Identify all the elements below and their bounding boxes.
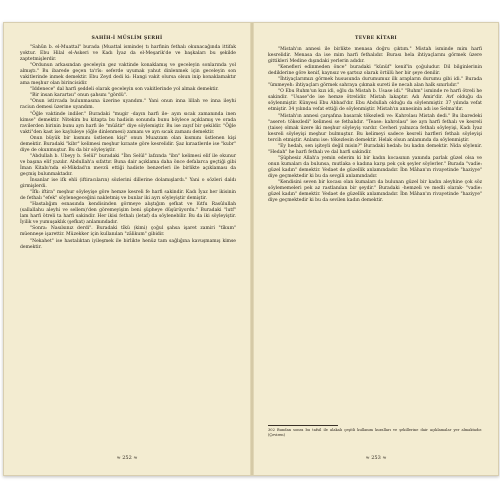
paragraph: "Iddenece" dal harfi şeddeli olarak geceleyin son vakitlerinde yol almak demektir. bbox=[30, 87, 219, 93]
right-page bbox=[254, 23, 498, 475]
paragraph: Onun büyük bir kısmını üstlenen kişi" onun Muazzam olan kısmını üstlenen kişi demektir. Buradaki "kibr" kelimesi meşhur kıraate göre kesrelidir. Şaz kıraatlerde ise "kubr" diye de okunmuştur. Bu da bir söyleyiştir. bbox=[20, 135, 236, 153]
paragraph: "Şüphesiz Allah'a yemin ederim ki bir kadın kocasının yanında parlak güzel olsa ve onun kumaları da bulunsa, mutlaka o kadına karşı pek çok şeyler söylerler." Burada "vadie: güzel kadın" demektir. Vedaet de güzellik anlamındadır. İbn Mâhan'ın rivayetinde "haziyye" diye geçmektedir ki bu da sevgili anlamındadır. bbox=[268, 155, 482, 179]
paragraph: İnsanlar ise ifk ehli (iftiracıların) sözlerini dillerine dolamışlardı." Yani o sözleri daldı girmişlerdi. bbox=[20, 178, 236, 190]
paragraph: "İhtiyaçlarımızı görmek hususunda durumumuz ilk arapların durumu gibi idi." Burada "ümmeyeh: ihtiyaçları görmek sahraya çıkmak sureti ile necah alan halk sınırlıdır." bbox=[268, 77, 482, 89]
paragraph: "Ordunun arkasından geceleyin gez vaktinde konaklamış ve geceleyin sonlarında yol almıştı." Bu ibarede geçen ta'rîs: seferde uyumak yahut dinlenmek için geceleyin son vakitlerinde inmek demektir. Ebu Zeyd dedi ki: Hangi vakit olursa olsun inip konaklamaktır ama meşhur olan birincisidir. bbox=[20, 63, 236, 87]
paragraph: "Abdullah b. Ubeyy b. Selül" buradaki "İbn Selül" lafzında "ibn" kelimesi elif ile okunur ve başına elif yazılır. Abdullah'a sıfattır. Buna dair açıklama daha önce defalarca geçtiği gibi İman Kitabı'nda el-Mikdad'ın mevzû ettiği hadiste benzerleri ile birlikte açıklaması da geçmiş bulunmaktadır. bbox=[20, 153, 236, 177]
paragraph: "O Ebu Ruhm'un kızı idi, oğlu da Mistah b. Usase idi." "Ruhm" isminde re harfi ötreli he sakindir. "Usase"de ise hemze ötrelidir. Mistah lakaptır. Adı Âmir'dir. Avf olduğu da söylenmiştir. Künyesi Ebu Abbad'dır. Ebu Abdullah olduğu da söylenmiştir. 37 yılında vefat etmiştir. 34 yılında vefat ettiği de söylenmiştir. Mistah'ın annesinin adı ise Selma'dır. bbox=[268, 89, 482, 113]
paragraph: "Onun istircada bulunmasına üzerine uyandım." Yani onun inna lillah ve inna ileyhi raciun demesi üzerine uyandım. bbox=[20, 99, 236, 111]
footnote-rule bbox=[268, 425, 338, 426]
paragraph: "Mistah'ın annesi çarşafına basarak tökezledi ve: Kahrolası Mistah dedi." Bu ibaredeki "aseret: tökezledi" kelimesi se fethalıdır. "Tease: kahrolası" ise ayn harfi fethalı ve kesreli (taise) olmak üzere iki meşhur söyleyiş vardır. Cevheri yalnızca fethalı söyleyişi, Kadı İyaz kesreli söyleyişi meşhur bulmuştur. Bu kelimeyi sadece kesreli harfleri fethalı söyleyişi tercih etmiştir. Anlamı ise: tökezlesin demektir. Helak olsun anlamında da söylenmiştir. bbox=[268, 113, 482, 143]
paragraph: "Bir insan karartısı" onun şahsını "gördü". bbox=[30, 93, 128, 99]
left-page-number: ≈ 252 ≈ bbox=[116, 455, 138, 461]
paragraph: "Mistah'ın annesi ile birlikte menasa doğru çıktım." Mistah isminde mim harfi kesrelidir. Menasa da ise mim harfi fethalıdır. Burası hela ihtiyaçlarını görmek üzere gittikleri Medine dışındaki yerlerin adıdır. bbox=[268, 47, 482, 65]
left-running-head: SAHÎH-İ MÜSLİM ŞERHİ bbox=[91, 36, 163, 41]
paragraph: "Kenefleri edinmeden önce" buradaki "künüf" kenif'in çoğuludur. Dil bilginlerinin dediklerine göre kenif, kaynsız ve şartsız olarak örtülü her bir şeye denilir. bbox=[268, 65, 482, 77]
paragraph: "Hastalığım esnasında kendisinden görmeye alıştığım şefkat ve lütfu Rasûlullah (sallallahu aleyhi ve sellem)'den göremeyişim beni şüpheye düşürüyordu." Buradaki "lutf" lam harfi ötreli ta harfi sakindir. Her ikisi fethalı (letaf) da söylenebilir. Bu da iki söyleyiştir. İyilik ve yumuşaklık (şefkat) anlamındadır. bbox=[20, 202, 236, 226]
paragraph: "Ey hedah, sen işiteyli değil misin?" Buradaki hedah: bu kadın demektir. Nida söylenir. "Hedah" he harfi fethalı ve dal harfi sakindir. bbox=[268, 143, 482, 155]
footnote: 302 Bundan sonra bu tafsil ile alakalı çeşitli kullanım kuralları ve şekillerine dair açıklamalar yer almaktadır. (Çeviren) bbox=[268, 428, 482, 437]
paragraph: "Öğle vaktinde indiler." Buradaki "mugir -dayın harfi ile- ayın sıcak zamanında inen kimse" demektir. Nitekim bu kitapta bu hadisin sonunda bunu böylece açıklamış ve orada ravilerden birinin bunu ayn harfi ile "müâtir" diye söylemiştir. Bu ise zayıf bir şekildir. "Öğle vakti"den kast ise kayluleye (öğle dinlenmesi) zamanı ve ayn sıcak zamanı demektir. bbox=[20, 111, 236, 135]
paragraph: "Kendisini seven bir kocası olan kumaları da bulunan güzel bir kadın aleyhine çok söz söylememeleri pek az rastlanılan bir şeydir." Buradaki -hemzeli ve medli olarak- "vadie: güzel kadın" demektir. Vedaet de güzellik anlamındadır. İbn Mâhan'ın rivayetinde "haziyye" diye geçmektedir ki bu da sevilen kadın demektir. bbox=[268, 180, 482, 204]
paragraph: "Sahûn b. el-Muattal" burada (Muattal isminde) tı harfinin fethalı okunacağında ittifak yoktur. Ebu Hilal el-Askeri ve Kadı İyaz da el-Meşarik'de ve başkaları bu şekilde zaptetmişlerdir. bbox=[20, 45, 236, 63]
left-page bbox=[4, 23, 250, 475]
right-running-head: TEVBE KİTABI bbox=[355, 36, 397, 41]
paragraph: "İfk: iftira" meşhur söyleyişe göre hemze kesreli fe harfi sakindir. Kadı İyaz her ikisinin de fethalı "efek" söylenegeceğini nakletmiş ve bunlar iki ayrı söyleyiştir demiştir. bbox=[20, 190, 236, 202]
left-body-text bbox=[20, 45, 236, 251]
right-page-number: ≈ 253 ≈ bbox=[365, 455, 387, 461]
footnote-area bbox=[268, 425, 482, 438]
book-spread bbox=[3, 22, 499, 476]
paragraph: "Sonra: Nasılsınız derdi". Buradaki tîkü (kimi) çoğul şahsa işaret zamiri "tîkum" müenneşe işarettir. Müzekker için kullanılan "zâlikum" gibidir. bbox=[20, 226, 236, 238]
paragraph: "Nekahet" ise hastalıktan iyileşmek ile birlikte henüz tam sağlığına kavuşmamış kimse demektir. bbox=[20, 238, 236, 250]
right-body-text bbox=[268, 47, 482, 204]
